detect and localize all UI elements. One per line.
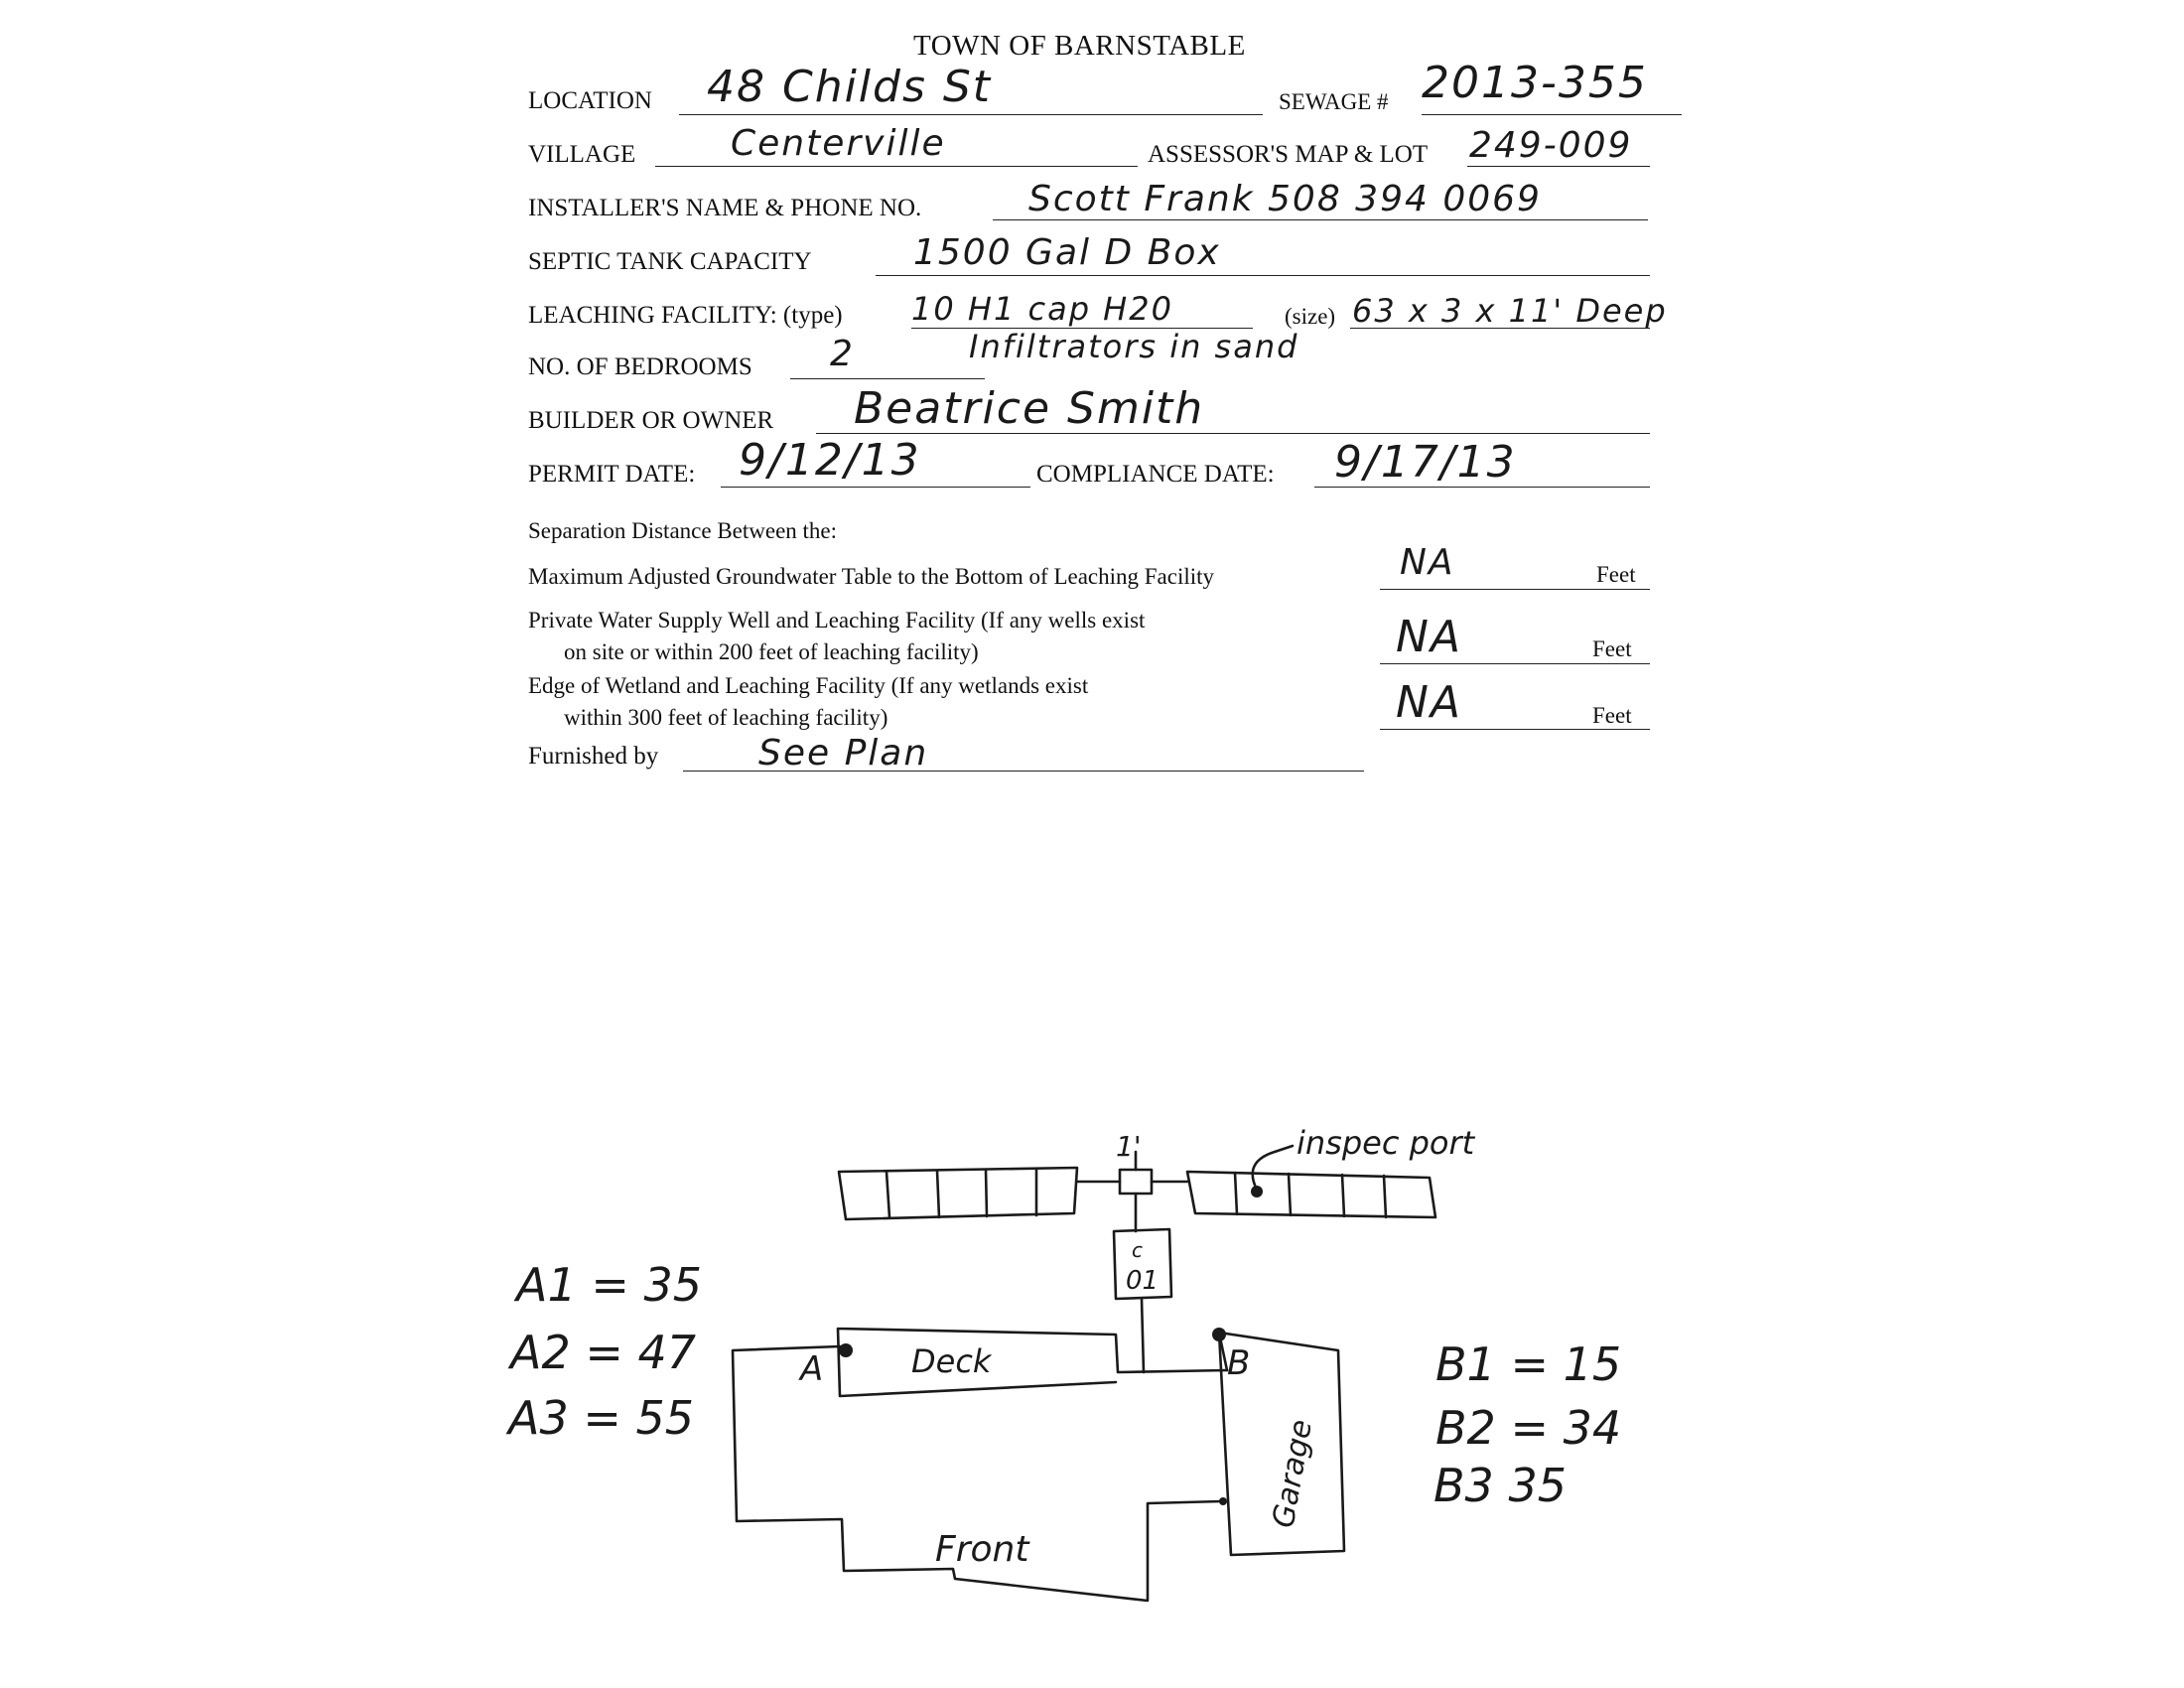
chamber-dividers-left [887,1169,1036,1217]
leaching-chamber-right [1187,1172,1435,1217]
compliance-value: 9/17/13 [1334,437,1517,488]
point-a-label: A [800,1349,824,1389]
separation-row-2-unit: Feet [1592,636,1632,661]
garage-label: Garage [1266,1417,1319,1531]
tank-label-top: c [1132,1238,1143,1262]
point-b-label: B [1227,1343,1251,1383]
measure-a2: A2 = 47 [510,1326,697,1379]
point-b-dot [1212,1328,1226,1341]
separation-row-2-text: Private Water Supply Well and Leaching Facility (If any wells exist [528,608,1146,633]
measure-b2: B2 = 34 [1435,1401,1622,1455]
deck-label: Deck [911,1342,992,1380]
label-one-foot: 1' [1116,1130,1142,1163]
furnished-value: See Plan [758,733,929,774]
leaching-type-label: LEACHING FACILITY: (type) [528,302,843,329]
sewage-value: 2013-355 [1422,58,1648,108]
front-label: Front [935,1529,1029,1570]
village-value: Centerville [731,123,946,164]
inspect-port-dot [1251,1186,1263,1197]
distribution-box [1120,1170,1152,1194]
leaching-chamber-left [839,1168,1077,1219]
builder-label: BUILDER OR OWNER [528,407,774,434]
compliance-label: COMPLIANCE DATE: [1036,461,1275,488]
village-label: VILLAGE [528,141,636,168]
leaching-size-label: (size) [1285,304,1336,329]
separation-row-2-text-2: on site or within 200 feet of leaching facility) [564,639,979,664]
separation-row-1-unit: Feet [1596,562,1636,587]
assessor-value: 249-009 [1469,125,1633,166]
point-a-dot [839,1343,853,1357]
tank-label-bottom: 01 [1126,1266,1160,1296]
leaching-note: Infiltrators in sand [969,328,1299,365]
bedrooms-label: NO. OF BEDROOMS [528,353,752,380]
separation-row-1-text: Maximum Adjusted Groundwater Table to the Bottom of Leaching Facility [528,564,1215,589]
pipe-to-house [1142,1299,1144,1372]
separation-heading: Separation Distance Between the: [528,518,838,543]
septic-label: SEPTIC TANK CAPACITY [528,248,812,275]
leaching-type-value: 10 H1 cap H20 [911,290,1173,328]
measure-a1: A1 = 35 [516,1258,703,1312]
septic-value: 1500 Gal D Box [913,232,1221,273]
label-inspect-port: inspec port [1297,1124,1475,1162]
separation-row-3-text-2: within 300 feet of leaching facility) [564,705,888,730]
permit-label: PERMIT DATE: [528,461,696,488]
separation-row-1-value: NA [1400,542,1455,583]
measure-b1: B1 = 15 [1435,1337,1622,1391]
bedrooms-value: 2 [830,334,855,374]
measure-a3: A3 = 55 [508,1391,695,1445]
installer-label: INSTALLER'S NAME & PHONE NO. [528,195,922,221]
separation-row-3-text: Edge of Wetland and Leaching Facility (If any wetlands exist [528,673,1089,698]
separation-row-3-unit: Feet [1592,703,1632,728]
leaching-size-value: 63 x 3 x 11' Deep [1352,292,1668,330]
location-label: LOCATION [528,87,652,114]
installer-value: Scott Frank 508 394 0069 [1028,179,1542,219]
separation-row-2-value: NA [1396,612,1463,662]
builder-value: Beatrice Smith [854,383,1205,434]
town-title: TOWN OF BARNSTABLE [913,30,1246,62]
house-corner-dot [1219,1497,1227,1505]
sewage-label: SEWAGE # [1279,89,1389,114]
measure-b3: B3 35 [1433,1459,1567,1512]
assessor-label: ASSESSOR'S MAP & LOT [1148,141,1429,168]
inspect-port-arrow [1253,1146,1293,1190]
furnished-label: Furnished by [528,743,659,770]
deck-outline [838,1329,1227,1396]
location-value: 48 Childs St [707,62,993,112]
separation-row-3-value: NA [1396,677,1463,728]
permit-value: 9/12/13 [739,435,921,486]
